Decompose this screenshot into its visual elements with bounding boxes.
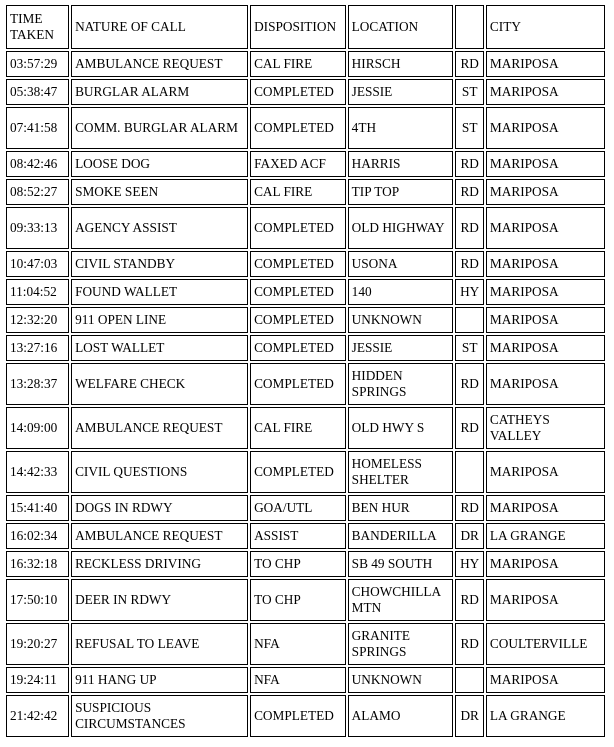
nature-cell: SUSPICIOUS CIRCUMSTANCES xyxy=(71,695,248,737)
header-street-suffix xyxy=(455,5,483,49)
disposition-cell: COMPLETED xyxy=(250,207,346,249)
table-row xyxy=(6,307,605,333)
street-suffix-cell: RD xyxy=(455,179,483,205)
nature-cell: LOST WALLET xyxy=(71,335,248,361)
header-disposition: DISPOSITION xyxy=(250,5,346,49)
street-suffix-cell: HY xyxy=(455,279,483,305)
location-cell: BANDERILLA xyxy=(348,523,454,549)
table-row xyxy=(6,107,605,149)
city-cell: CATHEYS VALLEY xyxy=(486,407,605,449)
time-cell: 13:28:37 xyxy=(6,363,69,405)
nature-cell: AMBULANCE REQUEST xyxy=(71,51,248,77)
street-suffix-cell: RD xyxy=(455,407,483,449)
disposition-cell: CAL FIRE xyxy=(250,179,346,205)
table-row xyxy=(6,207,605,249)
street-suffix-cell xyxy=(455,451,483,493)
time-cell: 11:04:52 xyxy=(6,279,69,305)
nature-cell: DEER IN RDWY xyxy=(71,579,248,621)
city-cell: MARIPOSA xyxy=(486,279,605,305)
time-cell: 15:41:40 xyxy=(6,495,69,521)
table-row xyxy=(6,623,605,665)
city-cell: MARIPOSA xyxy=(486,579,605,621)
time-cell: 05:38:47 xyxy=(6,79,69,105)
street-suffix-cell: DR xyxy=(455,695,483,737)
table-row xyxy=(6,667,605,693)
location-cell: 4TH xyxy=(348,107,454,149)
table-row xyxy=(6,179,605,205)
city-cell: MARIPOSA xyxy=(486,307,605,333)
table-row xyxy=(6,551,605,577)
location-cell: UNKNOWN xyxy=(348,307,454,333)
city-cell: LA GRANGE xyxy=(486,695,605,737)
disposition-cell: COMPLETED xyxy=(250,279,346,305)
table-row xyxy=(6,79,605,105)
city-cell: MARIPOSA xyxy=(486,495,605,521)
time-cell: 16:32:18 xyxy=(6,551,69,577)
disposition-cell: COMPLETED xyxy=(250,107,346,149)
disposition-cell: CAL FIRE xyxy=(250,407,346,449)
disposition-cell: GOA/UTL xyxy=(250,495,346,521)
disposition-cell: TO CHP xyxy=(250,551,346,577)
time-cell: 03:57:29 xyxy=(6,51,69,77)
nature-cell: BURGLAR ALARM xyxy=(71,79,248,105)
time-cell: 14:42:33 xyxy=(6,451,69,493)
table-row xyxy=(6,279,605,305)
city-cell: LA GRANGE xyxy=(486,523,605,549)
location-cell: HARRIS xyxy=(348,151,454,177)
table-row xyxy=(6,363,605,405)
time-cell: 21:42:42 xyxy=(6,695,69,737)
time-cell: 16:02:34 xyxy=(6,523,69,549)
location-cell: TIP TOP xyxy=(348,179,454,205)
table-row xyxy=(6,495,605,521)
header-time-taken: TIME TAKEN xyxy=(6,5,69,49)
nature-cell: FOUND WALLET xyxy=(71,279,248,305)
street-suffix-cell: RD xyxy=(455,251,483,277)
street-suffix-cell: ST xyxy=(455,79,483,105)
city-cell: MARIPOSA xyxy=(486,79,605,105)
city-cell: MARIPOSA xyxy=(486,363,605,405)
street-suffix-cell: ST xyxy=(455,107,483,149)
disposition-cell: COMPLETED xyxy=(250,363,346,405)
nature-cell: 911 HANG UP xyxy=(71,667,248,693)
nature-cell: AGENCY ASSIST xyxy=(71,207,248,249)
street-suffix-cell: ST xyxy=(455,335,483,361)
city-cell: MARIPOSA xyxy=(486,179,605,205)
disposition-cell: COMPLETED xyxy=(250,251,346,277)
disposition-cell: TO CHP xyxy=(250,579,346,621)
city-cell: MARIPOSA xyxy=(486,335,605,361)
time-cell: 13:27:16 xyxy=(6,335,69,361)
disposition-cell: COMPLETED xyxy=(250,307,346,333)
location-cell: ALAMO xyxy=(348,695,454,737)
street-suffix-cell: RD xyxy=(455,363,483,405)
location-cell: SB 49 SOUTH xyxy=(348,551,454,577)
street-suffix-cell: RD xyxy=(455,151,483,177)
disposition-cell: CAL FIRE xyxy=(250,51,346,77)
nature-cell: REFUSAL TO LEAVE xyxy=(71,623,248,665)
table-row xyxy=(6,523,605,549)
disposition-cell: COMPLETED xyxy=(250,335,346,361)
nature-cell: LOOSE DOG xyxy=(71,151,248,177)
nature-cell: AMBULANCE REQUEST xyxy=(71,407,248,449)
nature-cell: RECKLESS DRIVING xyxy=(71,551,248,577)
nature-cell: COMM. BURGLAR ALARM xyxy=(71,107,248,149)
disposition-cell: ASSIST xyxy=(250,523,346,549)
call-log-body xyxy=(6,5,605,737)
table-row xyxy=(6,579,605,621)
street-suffix-cell: RD xyxy=(455,51,483,77)
time-cell: 19:24:11 xyxy=(6,667,69,693)
nature-cell: SMOKE SEEN xyxy=(71,179,248,205)
nature-cell: 911 OPEN LINE xyxy=(71,307,248,333)
location-cell: HIDDEN SPRINGS xyxy=(348,363,454,405)
nature-cell: CIVIL QUESTIONS xyxy=(71,451,248,493)
table-row xyxy=(6,51,605,77)
table-row xyxy=(6,335,605,361)
location-cell: HOMELESS SHELTER xyxy=(348,451,454,493)
street-suffix-cell: HY xyxy=(455,551,483,577)
disposition-cell: COMPLETED xyxy=(250,695,346,737)
street-suffix-cell xyxy=(455,307,483,333)
nature-cell: DOGS IN RDWY xyxy=(71,495,248,521)
location-cell: HIRSCH xyxy=(348,51,454,77)
street-suffix-cell: RD xyxy=(455,623,483,665)
disposition-cell: COMPLETED xyxy=(250,451,346,493)
city-cell: MARIPOSA xyxy=(486,107,605,149)
location-cell: GRANITE SPRINGS xyxy=(348,623,454,665)
time-cell: 10:47:03 xyxy=(6,251,69,277)
location-cell: OLD HWY S xyxy=(348,407,454,449)
time-cell: 19:20:27 xyxy=(6,623,69,665)
location-cell: BEN HUR xyxy=(348,495,454,521)
city-cell: COULTERVILLE xyxy=(486,623,605,665)
city-cell: MARIPOSA xyxy=(486,667,605,693)
header-row xyxy=(6,5,605,49)
table-row xyxy=(6,407,605,449)
location-cell: 140 xyxy=(348,279,454,305)
time-cell: 09:33:13 xyxy=(6,207,69,249)
city-cell: MARIPOSA xyxy=(486,151,605,177)
table-row xyxy=(6,695,605,737)
nature-cell: WELFARE CHECK xyxy=(71,363,248,405)
street-suffix-cell: DR xyxy=(455,523,483,549)
table-row xyxy=(6,251,605,277)
table-row xyxy=(6,451,605,493)
time-cell: 08:42:46 xyxy=(6,151,69,177)
street-suffix-cell xyxy=(455,667,483,693)
city-cell: MARIPOSA xyxy=(486,51,605,77)
header-location: LOCATION xyxy=(348,5,454,49)
location-cell: JESSIE xyxy=(348,79,454,105)
city-cell: MARIPOSA xyxy=(486,251,605,277)
street-suffix-cell: RD xyxy=(455,579,483,621)
location-cell: USONA xyxy=(348,251,454,277)
location-cell: JESSIE xyxy=(348,335,454,361)
nature-cell: CIVIL STANDBY xyxy=(71,251,248,277)
disposition-cell: COMPLETED xyxy=(250,79,346,105)
street-suffix-cell: RD xyxy=(455,495,483,521)
street-suffix-cell: RD xyxy=(455,207,483,249)
location-cell: CHOWCHILLA MTN xyxy=(348,579,454,621)
city-cell: MARIPOSA xyxy=(486,451,605,493)
disposition-cell: NFA xyxy=(250,667,346,693)
location-cell: OLD HIGHWAY xyxy=(348,207,454,249)
header-city: CITY xyxy=(486,5,605,49)
time-cell: 12:32:20 xyxy=(6,307,69,333)
nature-cell: AMBULANCE REQUEST xyxy=(71,523,248,549)
city-cell: MARIPOSA xyxy=(486,207,605,249)
time-cell: 14:09:00 xyxy=(6,407,69,449)
time-cell: 07:41:58 xyxy=(6,107,69,149)
disposition-cell: FAXED ACF xyxy=(250,151,346,177)
time-cell: 17:50:10 xyxy=(6,579,69,621)
table-row xyxy=(6,151,605,177)
time-cell: 08:52:27 xyxy=(6,179,69,205)
header-nature-of-call: NATURE OF CALL xyxy=(71,5,248,49)
location-cell: UNKNOWN xyxy=(348,667,454,693)
city-cell: MARIPOSA xyxy=(486,551,605,577)
call-log-table xyxy=(4,3,607,739)
disposition-cell: NFA xyxy=(250,623,346,665)
